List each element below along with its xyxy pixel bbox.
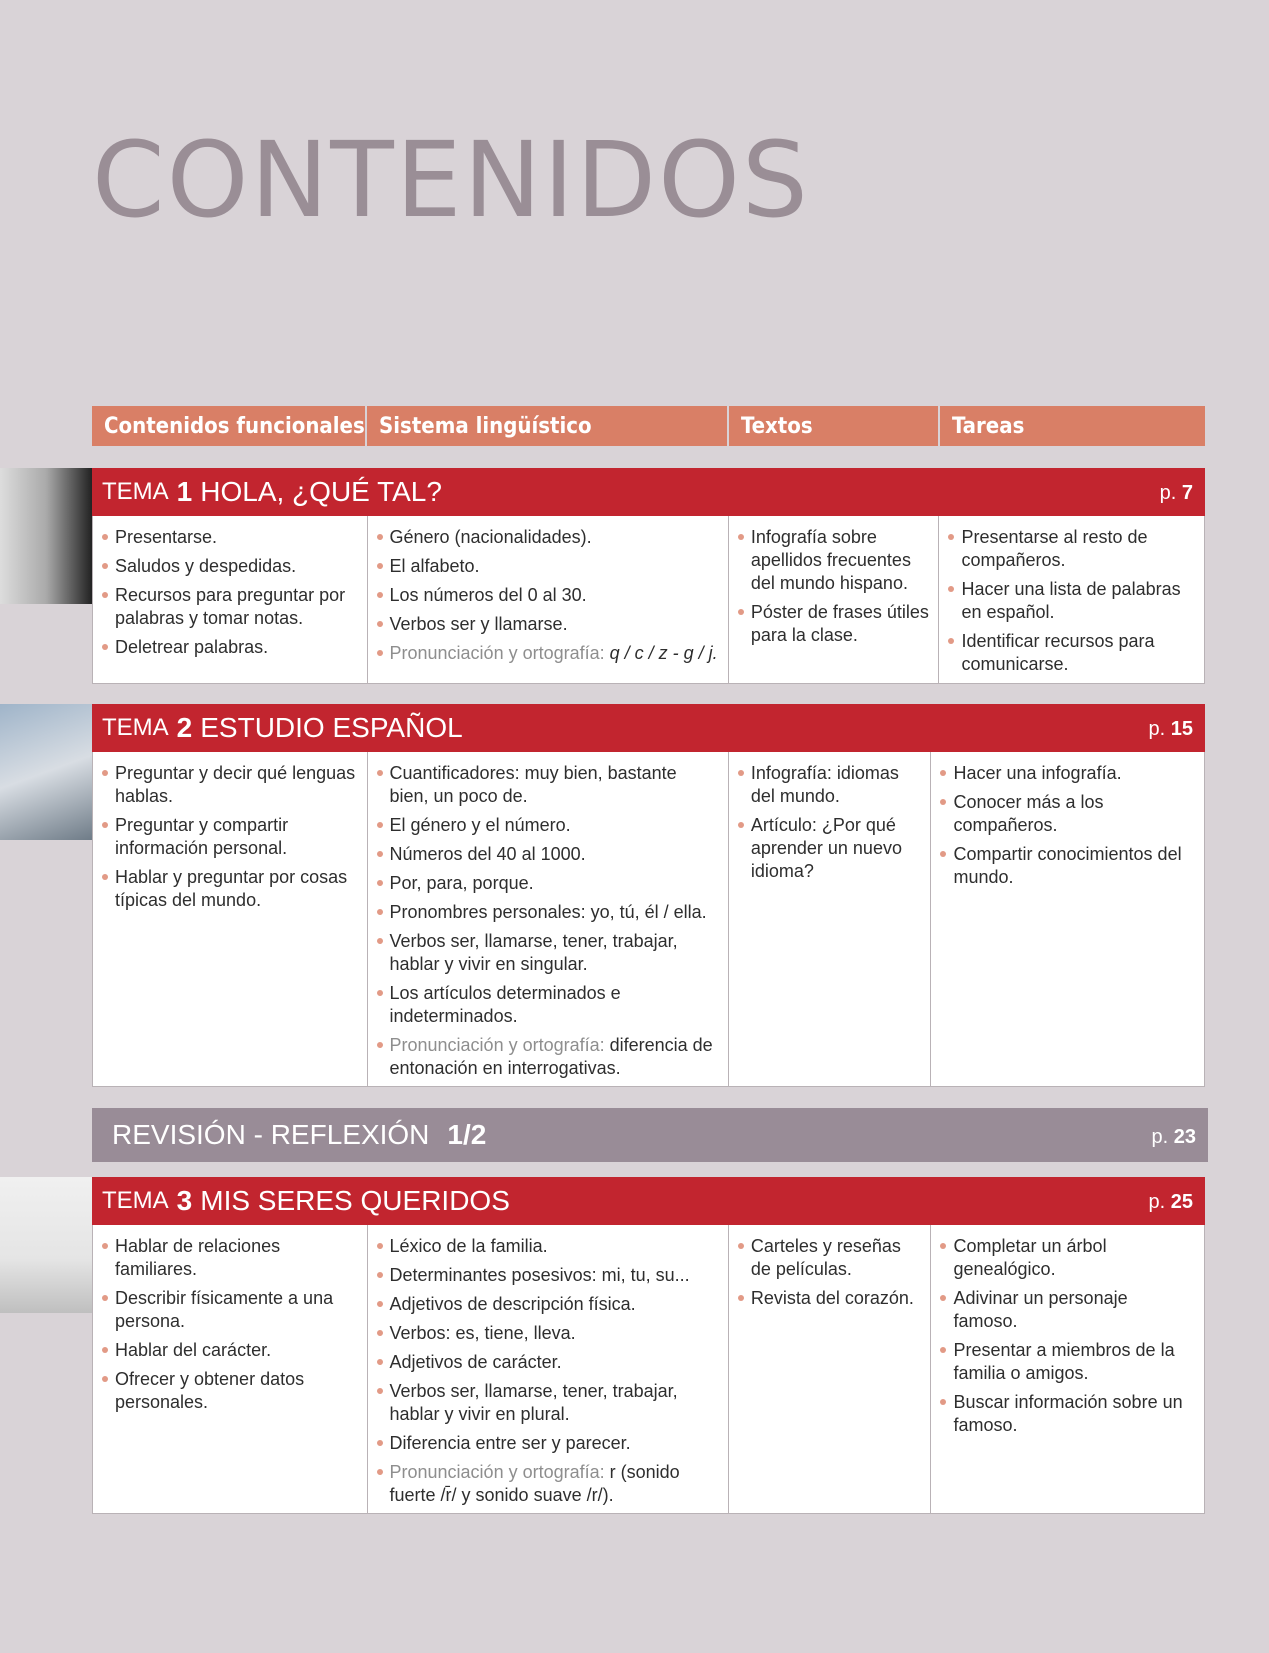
list-item <box>376 1034 720 1080</box>
list-item: Describir físicamente a una persona. <box>101 1287 359 1333</box>
pronunciation-label: Pronunciación y ortografía: <box>389 643 605 663</box>
linguistico-cell <box>368 516 729 683</box>
list-item: Presentarse. <box>101 526 359 549</box>
tema-name: MIS SERES QUERIDOS <box>200 1185 510 1216</box>
list-item: Ofrecer y obtener datos personales. <box>101 1368 359 1414</box>
tema-number: 3 <box>176 1185 193 1216</box>
tema-label: TEMA <box>102 714 169 741</box>
tema-name: ESTUDIO ESPAÑOL <box>200 712 463 743</box>
list-item: El género y el número. <box>376 814 720 837</box>
list-item: Verbos ser, llamarse, tener, trabajar, hablar y vivir en plural. <box>376 1380 720 1426</box>
list-item: Hablar de relaciones familiares. <box>101 1235 359 1281</box>
linguistico-cell <box>368 752 729 1086</box>
list-item: Los números del 0 al 30. <box>376 584 720 607</box>
list-item: Artículo: ¿Por qué aprender un nuevo idioma? <box>737 814 923 883</box>
tema-1-header[interactable] <box>92 468 1205 516</box>
tema-1 <box>92 468 1205 684</box>
list-item: Infografía: idiomas del mundo. <box>737 762 923 808</box>
tema-1-thumbnail <box>0 468 92 604</box>
list-item: Adivinar un personaje famoso. <box>939 1287 1196 1333</box>
tema-3-content <box>92 1225 1205 1514</box>
list-item: Números del 40 al 1000. <box>376 843 720 866</box>
list-item: Diferencia entre ser y parecer. <box>376 1432 720 1455</box>
list-item: Preguntar y compartir información personal. <box>101 814 359 860</box>
list-item: Carteles y reseñas de películas. <box>737 1235 923 1281</box>
tema-page: p. 25 <box>1148 1191 1193 1213</box>
revision-page: p. 23 <box>1151 1126 1196 1148</box>
tema-number: 1 <box>176 476 193 507</box>
list-item: Género (nacionalidades). <box>376 526 720 549</box>
list-item: Cuantificadores: muy bien, bastante bien, un poco de. <box>376 762 720 808</box>
list-item: Buscar información sobre un famoso. <box>939 1391 1196 1437</box>
funcionales-cell <box>93 516 368 683</box>
list-item: Infografía sobre apellidos frecuentes del mundo hispano. <box>737 526 931 595</box>
list-item: Presentarse al resto de compañeros. <box>947 526 1196 572</box>
list-item: Adjetivos de descripción física. <box>376 1293 720 1316</box>
pronunciation-label: Pronunciación y ortografía: <box>389 1462 605 1482</box>
list-item: Léxico de la familia. <box>376 1235 720 1258</box>
revision-title: REVISIÓN - REFLEXIÓN <box>112 1119 430 1150</box>
list-item: Compartir conocimientos del mundo. <box>939 843 1196 889</box>
textos-cell <box>729 1225 932 1513</box>
pronunciation-text: diferencia de entonación en interrogativas. <box>389 1035 713 1078</box>
revision-bar[interactable] <box>92 1108 1208 1162</box>
tema-3 <box>92 1177 1205 1514</box>
list-item: Verbos ser, llamarse, tener, trabajar, hablar y vivir en singular. <box>376 930 720 976</box>
list-item: Determinantes posesivos: mi, tu, su... <box>376 1264 720 1287</box>
tema-2-header[interactable] <box>92 704 1205 752</box>
list-item: Hablar y preguntar por cosas típicas del mundo. <box>101 866 359 912</box>
column-header <box>92 406 1205 446</box>
list-item: Preguntar y decir qué lenguas hablas. <box>101 762 359 808</box>
tema-2-thumbnail <box>0 704 92 840</box>
tema-number: 2 <box>176 712 193 743</box>
tareas-cell <box>939 516 1204 683</box>
col-textos: Textos <box>729 406 940 446</box>
revision-number: 1/2 <box>447 1119 487 1150</box>
list-item: Conocer más a los compañeros. <box>939 791 1196 837</box>
pronunciation-text: q / c / z - g / j. <box>604 643 718 663</box>
list-item: Saludos y despedidas. <box>101 555 359 578</box>
page-title: CONTENIDOS <box>92 119 810 241</box>
tema-page: p. 7 <box>1159 482 1193 504</box>
list-item: Póster de frases útiles para la clase. <box>737 601 931 647</box>
tareas-cell <box>931 1225 1204 1513</box>
funcionales-cell <box>93 752 368 1086</box>
tema-page: p. 15 <box>1148 718 1193 740</box>
textos-cell <box>729 516 940 683</box>
col-funcionales: Contenidos funcionales <box>92 406 367 446</box>
tema-label: TEMA <box>102 1187 169 1214</box>
list-item: Revista del corazón. <box>737 1287 923 1310</box>
list-item: Presentar a miembros de la familia o amigos. <box>939 1339 1196 1385</box>
tema-3-thumbnail <box>0 1177 92 1313</box>
list-item <box>376 642 720 665</box>
pronunciation-text: r (sonido fuerte /r̄/ y sonido suave /r/). <box>389 1462 680 1505</box>
tema-1-content <box>92 516 1205 684</box>
tema-2 <box>92 704 1205 1087</box>
list-item: Deletrear palabras. <box>101 636 359 659</box>
tema-3-header[interactable] <box>92 1177 1205 1225</box>
list-item: Recursos para preguntar por palabras y tomar notas. <box>101 584 359 630</box>
list-item: Verbos ser y llamarse. <box>376 613 720 636</box>
list-item: Pronombres personales: yo, tú, él / ella. <box>376 901 720 924</box>
tema-2-content <box>92 752 1205 1087</box>
pronunciation-label: Pronunciación y ortografía: <box>389 1035 605 1055</box>
col-tareas: Tareas <box>940 406 1205 446</box>
list-item: Los artículos determinados e indeterminados. <box>376 982 720 1028</box>
list-item: Hacer una infografía. <box>939 762 1196 785</box>
list-item <box>376 1461 720 1507</box>
list-item: Hablar del carácter. <box>101 1339 359 1362</box>
funcionales-cell <box>93 1225 368 1513</box>
tema-label: TEMA <box>102 478 169 505</box>
list-item: Por, para, porque. <box>376 872 720 895</box>
col-linguistico: Sistema lingüístico <box>367 406 729 446</box>
list-item: Verbos: es, tiene, lleva. <box>376 1322 720 1345</box>
list-item: El alfabeto. <box>376 555 720 578</box>
linguistico-cell <box>368 1225 729 1513</box>
textos-cell <box>729 752 932 1086</box>
tema-name: HOLA, ¿QUÉ TAL? <box>200 476 442 507</box>
list-item: Hacer una lista de palabras en español. <box>947 578 1196 624</box>
list-item: Adjetivos de carácter. <box>376 1351 720 1374</box>
list-item: Identificar recursos para comunicarse. <box>947 630 1196 676</box>
tareas-cell <box>931 752 1204 1086</box>
list-item: Completar un árbol genealógico. <box>939 1235 1196 1281</box>
